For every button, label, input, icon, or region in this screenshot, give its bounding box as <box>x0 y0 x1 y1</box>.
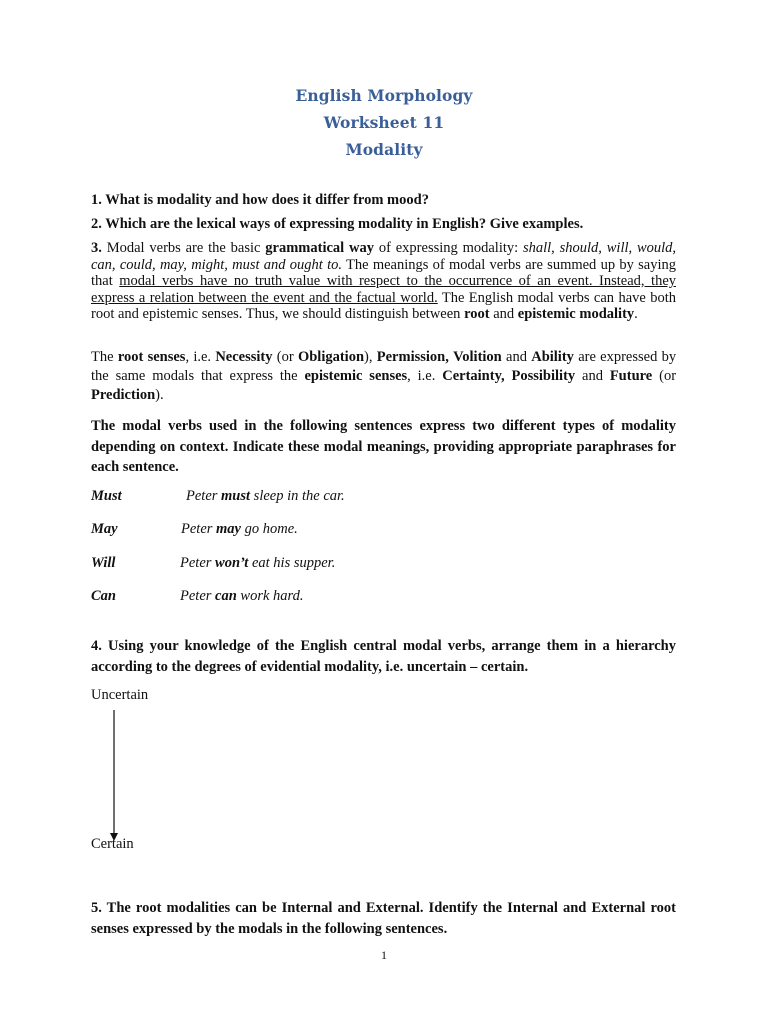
bold-term: Necessity <box>215 349 273 365</box>
para-text: (or <box>276 349 294 365</box>
example-sentence: Peter must sleep in the car. <box>186 488 345 504</box>
para-text: (or <box>659 368 677 384</box>
para-text: and <box>506 349 527 365</box>
bold-term: Ability <box>531 349 574 365</box>
para-text: are expressed by the same modals that express the <box>91 349 677 384</box>
example-sentence: Peter won’t eat his supper. <box>180 555 336 571</box>
q3-bold-epistemic: epistemic modality <box>517 306 635 322</box>
para-text: ), <box>364 349 373 365</box>
question-4: 4. Using your knowledge of the English central modal verbs, arrange them in a hierarchy according to the degrees of evidential modality, i.e. uncertain – certain. <box>91 638 676 675</box>
question-5: 5. The root modalities can be Internal and External. Identify the Internal and External root senses expressed by the modals in the following sentences. <box>91 900 676 937</box>
q3-text: and <box>493 306 515 322</box>
q3-bold-grammatical: grammatical way <box>265 240 375 256</box>
example-modal: Must <box>91 488 122 504</box>
q3-text: The meanings of modal verbs are summed up by saying that <box>91 256 676 289</box>
q3-bold-root: root <box>464 306 490 322</box>
para-text: , i.e. <box>185 349 212 365</box>
para-text: and <box>582 368 603 384</box>
bold-term: Permission, <box>376 349 449 365</box>
example-modal: May <box>91 521 118 537</box>
bold-term: Prediction <box>91 387 156 403</box>
q3-underlined-text: modal verbs have no truth value with respect to the occurrence of an event. Instead, they express a relation between the event and the factual world. <box>91 273 677 306</box>
para-text: , i.e. <box>407 368 436 384</box>
example-modal: Can <box>91 588 116 604</box>
bold-term: Certainty, Possibility <box>442 368 576 384</box>
example-sentence: Peter can work hard. <box>180 588 304 604</box>
question-2: 2. Which are the lexical ways of expressing modality in English? Give examples. <box>91 216 584 232</box>
para-text: ). <box>155 387 164 403</box>
page-number: 1 <box>381 948 387 962</box>
example-modal: Will <box>91 555 116 571</box>
scale-bottom-label: Certain <box>91 836 134 852</box>
question-3-number: 3. <box>91 240 102 256</box>
q3-text: of expressing modality: <box>378 240 519 256</box>
bold-term: Obligation <box>297 349 365 365</box>
modal-verb-list: shall, should, will, would, can, could, may, might, must and ought to. <box>91 240 677 273</box>
q3-text: The English modal verbs can have both root and epistemic senses. Thus, we should distinguish between <box>91 289 676 322</box>
worksheet-topic: Modality <box>345 140 423 159</box>
scale-top-label: Uncertain <box>91 687 149 703</box>
example-sentence: Peter may go home. <box>181 521 298 537</box>
worksheet-number: Worksheet 11 <box>323 113 445 132</box>
instruction-paragraph: The modal verbs used in the following sentences express two different types of modality depending on context. Indicate these modal meanings, providing appropriate paraphrases for each sentence. <box>91 418 676 475</box>
para-text: The <box>91 349 114 365</box>
q3-text: Modal verbs are the basic <box>106 240 261 256</box>
q3-text: . <box>634 306 638 322</box>
bold-term: root senses <box>117 349 186 365</box>
bold-term: Future <box>609 368 653 384</box>
question-1: 1. What is modality and how does it differ from mood? <box>91 192 429 208</box>
document-title: English Morphology <box>295 86 473 105</box>
bold-term: epistemic senses <box>304 368 408 384</box>
bold-term: Volition <box>453 349 502 365</box>
